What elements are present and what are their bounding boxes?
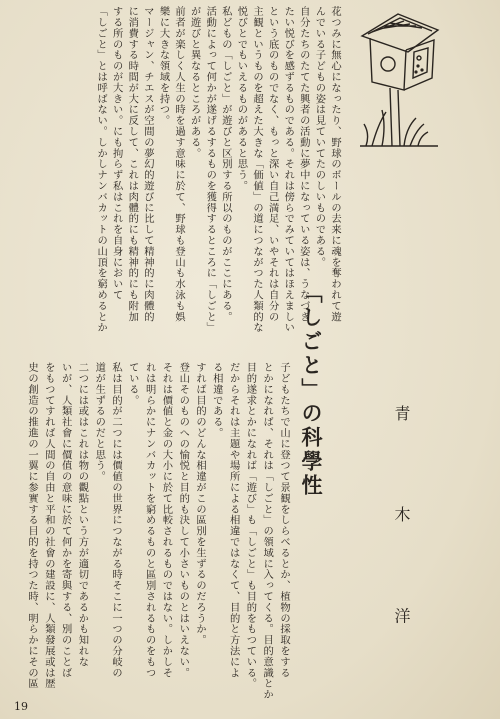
- text-line: 目的遂求とかになれば「遊び」も「しごと」も目的をもつている。: [244, 362, 257, 689]
- page-number: 19: [14, 700, 28, 713]
- text-line: 道が生ずるのだと思う。: [93, 362, 106, 482]
- text-line: だからそれは主題や場所による相違ではなくて、目的と方法によ: [227, 362, 240, 679]
- text-line: という底のものでなく、もっと深い自己満足、いやそれは自分の: [266, 6, 279, 323]
- text-line: それは價値と金の大小に於て比較されるものではない。しかしそ: [160, 362, 173, 679]
- text-line: る相違である。: [210, 362, 223, 439]
- text-line: に消費する時間が大に反して、これは肉體的にも精神的にも附加: [126, 6, 139, 323]
- text-line: 「しごと」とは呼ばない。しかしナンバカットの山頂を窮めるとか: [95, 6, 108, 333]
- text-line: んでいる子どもの姿は見ていてたのしいものである。: [313, 6, 326, 268]
- text-line: ている。: [126, 362, 139, 406]
- text-line: たい悦びを感ずるものである。それは傍らでみていてはほえましい: [282, 6, 295, 333]
- text-line: をもつてすれば人間の自由と平和の社會の建設に、人類發展或は歴: [42, 362, 55, 689]
- lower-text-block: [22, 362, 292, 700]
- text-line: 子どもたちで山に登つて景観をしらべるとか、植物の採取をする: [278, 362, 290, 679]
- text-line: 樂に大きな領域を持つ。: [157, 6, 170, 126]
- birdhouse-illustration: [342, 6, 454, 156]
- text-line: マージャン、チエスが空間の夢幻的遊びに比して精神的に肉體的: [141, 6, 154, 323]
- text-line: 二つには或はこれは物の觀點という方が適切であるかも知れな: [76, 362, 89, 668]
- text-line: 前者が楽しく人生の時を過す意味に於て、野球も登山も水泳も娯: [173, 6, 186, 323]
- text-line: いが、人類社會に價值の意味に於て何かを寄與する、別のことば: [59, 362, 72, 679]
- text-line: 主観というものを超えた大きな「価値」の道につながつた人類的な: [251, 6, 264, 333]
- text-line: 悦びとでもいえるものがあると思う。: [235, 6, 248, 192]
- text-line: する所のものが大きい。にも拘らず私はこれを自身において: [110, 6, 123, 301]
- upper-text-block: [22, 6, 342, 341]
- text-line: 私は目的が二つには價値の世界につながる時そこに一つの分岐の: [110, 362, 123, 679]
- article-title: 「しごと」の科學性: [299, 282, 324, 498]
- text-line: れは明らかにナンバカットを窮めるものと區別されるものをもつ: [143, 362, 156, 679]
- text-line: 活動によって何かが遂げるするものを獲得するところに「しごと」: [204, 6, 217, 333]
- text-line: 私どもの「しごと」が遊びと区別する所以のものがここにある。: [219, 6, 232, 323]
- article-author: 青 木 洋: [392, 405, 411, 664]
- text-line: 自分たちのたてた興者の活動に夢中になっている姿は、うなづき: [297, 6, 310, 323]
- text-line: すれば目的のどんな相違がこの區別を生ずるのだろうか。: [194, 362, 207, 646]
- text-line: 花つみに無心になったり、野球のボールの去来に魂を奪われて遊: [329, 6, 341, 323]
- text-line: 史の創造の推進の一翼に参實する目的を持つた時、明らかにその區: [26, 362, 39, 689]
- text-line: が遊びと異なるところがある。: [188, 6, 201, 159]
- text-line: 登山そのものへの愉悦と目的も決して小さいものとはいえない。: [177, 362, 190, 679]
- text-line: とかになれば、それは「しごと」の領域に入ってくる。目的意識とか: [261, 362, 274, 700]
